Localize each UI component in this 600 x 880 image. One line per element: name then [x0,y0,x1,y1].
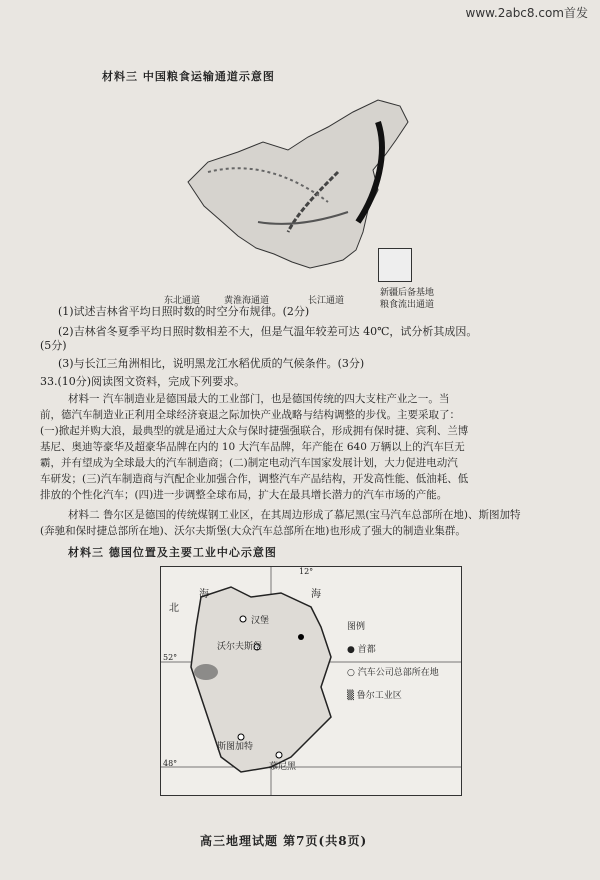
material1-line: 基尼、奥迪等豪华及超豪华品牌在内的 10 大汽车品牌，年产能在 640 万辆以上的汽车巨无 [40,441,465,453]
question-line: (1)试述吉林省平均日照时数的时空分布规律。(2分) [58,305,310,318]
question-line: (3)与长江三角洲相比，说明黑龙江水稻优质的气候条件。(3分) [58,357,365,370]
legend-ruhr: 鲁尔工业区 [356,691,402,701]
wolfsburg-label: 沃尔夫斯堡 [217,642,263,652]
legend-changjiang: 长江通道 [308,296,345,306]
lat-top-label: 12° [299,567,314,576]
hq-symbol: ○ [347,668,355,678]
lat-mid-label: 52° [163,653,178,662]
legend-capital: 首都 [357,645,376,655]
legend-hq: 汽车公司总部所在地 [357,668,439,678]
baltic-label: 海 [311,589,321,600]
watermark: www.2abc8.com首发 [465,6,588,20]
ruhr-region [194,664,218,680]
south-sea-inset [378,248,412,282]
legend-xinjiang-2: 粮食流出通道 [380,300,435,310]
munich-label: 慕尼黑 [269,762,297,772]
legend-title: 图例 [347,622,366,632]
material1-line: 霸，并有望成为全球最大的汽车制造商；(二)制定电动汽车国家发展计划，大力促进电动汽 [40,457,458,469]
north-sea-label: 海 [199,589,209,600]
legend-huanghuaihai: 黄淮海通道 [224,296,270,306]
material2-line: 材料二 鲁尔区是德国的传统煤钢工业区，在其周边形成了慕尼黑(宝马汽车总部所在地)、斯图加特 [68,509,521,521]
hamburg-label: 汉堡 [251,616,270,626]
capital-symbol: ● [347,645,355,655]
material3b-title: 材料三 德国位置及主要工业中心示意图 [68,546,277,559]
material2-line: (奔驰和保时捷总部所在地)、沃尔夫斯堡(大众汽车总部所在地)也形成了强大的制造业集群。 [40,525,466,537]
material1-line: (一)掀起并购大浪，最典型的就是通过大众与保时捷强强联合，形成拥有保时捷、宾利、兰博 [40,425,469,437]
stuttgart-label: 斯图加特 [217,742,254,752]
legend-northeast: 东北通道 [164,296,201,306]
material1-line: 材料一 汽车制造业是德国最大的工业部门，也是德国传统的四大支柱产业之一。当 [68,393,450,405]
question-line: (2)吉林省冬夏季平均日照时数相差不大，但是气温年较差可达 40℃，试分析其成因。 [58,325,478,338]
map2-legend [347,619,457,701]
capital-berlin [298,634,304,640]
page-footer: 高三地理试题 第7页(共8页) [200,834,368,848]
hq-munich [276,752,282,758]
material1-line: 车研发；(三)汽车制造商与汽配企业加强合作，调整汽车产品结构，开发高性能、低油耗、低 [40,473,469,485]
germany-map [160,566,462,796]
legend-xinjiang: 新疆后备基地 [380,288,435,298]
question-line: (5分) [40,339,67,352]
north-label: 北 [169,603,179,614]
question-line: 33.(10分)阅读图文资料，完成下列要求。 [40,375,246,388]
material1-line: 排放的个性化汽车；(四)进一步调整全球布局，扩大在最具增长潜力的汽车市场的产能。 [40,489,448,501]
hq-hamburg [240,616,246,622]
material3-title: 材料三 中国粮食运输通道示意图 [102,70,275,83]
ruhr-symbol: ▒ [347,691,354,701]
material1-line: 前，德汽车制造业正利用全球经济衰退之际加快产业战略与结构调整的步伐。主要采取了： [40,409,460,421]
lat-bot-label: 48° [163,759,178,768]
